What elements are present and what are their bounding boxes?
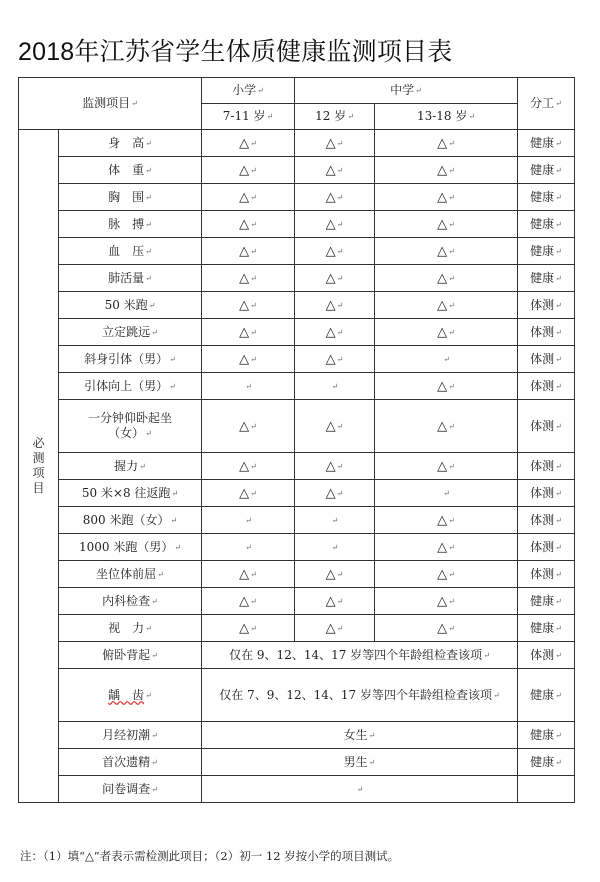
- duty-cell-text: 健康: [530, 162, 555, 177]
- mark-cell-c1: △↵: [202, 265, 295, 292]
- mark-cell-c2: △↵: [295, 319, 375, 346]
- merged-note-text: 仅在 9、12、14、17 岁等四个年龄组检查该项: [229, 647, 483, 662]
- duty-cell: 体测↵: [518, 507, 575, 534]
- mark-cell-c3-text: △: [437, 458, 448, 474]
- duty-cell: 健康↵: [518, 722, 575, 749]
- mark-cell-c2: △↵: [295, 400, 375, 453]
- item-name: 内科检查: [102, 593, 151, 608]
- mark-cell-c3: △↵: [375, 453, 518, 480]
- item-name: 握力: [114, 458, 139, 473]
- mark-cell-c1: ↵: [202, 507, 295, 534]
- table-row-spermarche: [19, 749, 575, 776]
- duty-cell-text: 体测: [530, 458, 555, 473]
- mark-cell-c3-text: △: [437, 243, 448, 259]
- header-item-label: 监测项目: [82, 96, 131, 110]
- mark-cell-c1: △↵: [202, 292, 295, 319]
- table-row-survey: [19, 776, 575, 803]
- mark-cell-c3: △↵: [375, 561, 518, 588]
- duty-cell-text: 体测: [530, 351, 555, 366]
- item-name: 1000 米跑（男）: [78, 539, 174, 554]
- table-row: [19, 373, 575, 400]
- duty-cell: 体测↵: [518, 534, 575, 561]
- mark-cell-c2-text: △: [325, 216, 336, 232]
- mark-cell-c3: △↵: [375, 130, 518, 157]
- item-name-cell: 立定跳远↵: [59, 319, 202, 346]
- merged-note-text: 女生: [343, 727, 368, 742]
- duty-cell: 健康↵: [518, 615, 575, 642]
- mark-cell-c2-text: △: [325, 418, 336, 434]
- mark-cell-c3: ↵: [375, 346, 518, 373]
- duty-text: 健康: [530, 754, 555, 769]
- header-age-12-cell: 12 岁↵: [295, 104, 375, 130]
- mark-cell-c2: ↵: [295, 373, 375, 400]
- mark-cell-c2: △↵: [295, 588, 375, 615]
- mark-cell-c2-text: △: [325, 351, 336, 367]
- duty-cell: 健康↵: [518, 749, 575, 776]
- item-name: 视 力: [108, 620, 145, 635]
- header-primary-cell: 小学↵: [202, 78, 295, 104]
- page-title: 2018年江苏省学生体质健康监测项目表: [18, 38, 453, 66]
- duty-cell-text: 体测: [530, 512, 555, 527]
- mark-cell-c3-text: △: [437, 189, 448, 205]
- duty-cell: 健康↵: [518, 184, 575, 211]
- table-row: [19, 238, 575, 265]
- duty-cell: 体测↵: [518, 642, 575, 669]
- item-name-cell: 月经初潮↵: [59, 722, 202, 749]
- table-row: [19, 400, 575, 453]
- item-name: 首次遗精: [102, 754, 151, 769]
- header-row-1: [19, 78, 575, 104]
- mark-cell-c3: △↵: [375, 157, 518, 184]
- mark-cell-c3-text: △: [437, 162, 448, 178]
- mark-cell-c2: △↵: [295, 211, 375, 238]
- mark-cell-c3-text: △: [437, 620, 448, 636]
- item-name: 800 米跑（女）: [82, 512, 170, 527]
- table-row: [19, 480, 575, 507]
- mark-cell-c3: △↵: [375, 292, 518, 319]
- duty-cell: 体测↵: [518, 346, 575, 373]
- mark-cell-c2-text: △: [325, 243, 336, 259]
- item-name-cell: 血 压↵: [59, 238, 202, 265]
- footnote: 注：（1）填“△”者表示需检测此项目；（2）初一 12 岁按小学的项目测试。: [20, 849, 400, 863]
- duty-cell: [518, 776, 575, 803]
- item-name: 斜身引体（男）: [84, 351, 169, 366]
- item-name-cell: 坐位体前屈↵: [59, 561, 202, 588]
- mark-cell-c2-text: △: [325, 162, 336, 178]
- mark-cell-c1: △↵: [202, 561, 295, 588]
- table-row: [19, 319, 575, 346]
- item-name: 龋 齿: [108, 687, 145, 702]
- item-name-cell: 龋 齿↵: [59, 669, 202, 722]
- mark-cell-c1-text: △: [239, 566, 250, 582]
- mark-cell-c3-text: △: [437, 135, 448, 151]
- mark-cell-c3-text: △: [437, 566, 448, 582]
- mark-cell-c3: △↵: [375, 265, 518, 292]
- duty-cell: 体测↵: [518, 561, 575, 588]
- item-name: 体 重: [108, 162, 145, 177]
- table-row: [19, 130, 575, 157]
- mark-cell-c1-text: △: [239, 216, 250, 232]
- mark-cell-c3: ↵: [375, 480, 518, 507]
- duty-text: 健康: [530, 687, 555, 702]
- merged-note-cell: ↵: [202, 776, 518, 803]
- duty-cell: 体测↵: [518, 480, 575, 507]
- mark-cell-c2: ↵: [295, 507, 375, 534]
- mark-cell-c2: ↵: [295, 534, 375, 561]
- mark-cell-c1: △↵: [202, 211, 295, 238]
- table-row: [19, 157, 575, 184]
- duty-text: 体测: [530, 647, 555, 662]
- table-row: [19, 507, 575, 534]
- mark-cell-c3: △↵: [375, 211, 518, 238]
- mark-cell-c3: △↵: [375, 400, 518, 453]
- header-item-cell: 监测项目↵: [19, 78, 202, 130]
- duty-cell-text: 体测: [530, 324, 555, 339]
- table-row: [19, 292, 575, 319]
- table-row: [19, 211, 575, 238]
- duty-cell: 健康↵: [518, 211, 575, 238]
- duty-cell: 体测↵: [518, 373, 575, 400]
- item-name-cell: 视 力↵: [59, 615, 202, 642]
- mark-cell-c1-text: △: [239, 297, 250, 313]
- item-name: 立定跳远: [102, 324, 151, 339]
- duty-cell: 健康↵: [518, 157, 575, 184]
- item-name-cell: 体 重↵: [59, 157, 202, 184]
- mark-cell-c2-text: △: [325, 135, 336, 151]
- duty-cell: 体测↵: [518, 319, 575, 346]
- mark-cell-c2-text: △: [325, 297, 336, 313]
- mark-cell-c1: △↵: [202, 157, 295, 184]
- table-row-situp: [19, 642, 575, 669]
- item-name-cell: 1000 米跑（男）↵: [59, 534, 202, 561]
- duty-cell-text: 体测: [530, 539, 555, 554]
- header-age-7-11-cell: 7-11 岁↵: [202, 104, 295, 130]
- mark-cell-c2: △↵: [295, 561, 375, 588]
- mark-cell-c1-text: △: [239, 485, 250, 501]
- item-name: 身 高: [108, 135, 145, 150]
- duty-cell: 体测↵: [518, 292, 575, 319]
- mark-cell-c1: △↵: [202, 400, 295, 453]
- duty-cell: 健康↵: [518, 238, 575, 265]
- mark-cell-c2: △↵: [295, 453, 375, 480]
- mark-cell-c2: △↵: [295, 292, 375, 319]
- mark-cell-c1-text: △: [239, 189, 250, 205]
- item-name: 引体向上（男）: [84, 378, 169, 393]
- table-row: [19, 588, 575, 615]
- mark-cell-c3-text: △: [437, 216, 448, 232]
- mark-cell-c2-text: △: [325, 620, 336, 636]
- mark-cell-c2-text: △: [325, 270, 336, 286]
- item-name: 俯卧背起: [102, 647, 151, 662]
- group-label-char: 项: [32, 466, 45, 480]
- monitoring-items-table: [18, 77, 575, 803]
- mark-cell-c1: △↵: [202, 130, 295, 157]
- mark-cell-c2: △↵: [295, 130, 375, 157]
- header-primary-label: 小学: [232, 83, 257, 97]
- table-row: [19, 534, 575, 561]
- header-duty-cell: 分工↵: [518, 78, 575, 130]
- duty-cell-text: 体测: [530, 378, 555, 393]
- mark-cell-c3-text: △: [437, 270, 448, 286]
- mark-cell-c3: △↵: [375, 507, 518, 534]
- item-name-cell: 肺活量↵: [59, 265, 202, 292]
- item-name-cell: 胸 围↵: [59, 184, 202, 211]
- mark-cell-c2-text: △: [325, 593, 336, 609]
- merged-note-cell: 男生↵: [202, 749, 518, 776]
- mark-cell-c1: △↵: [202, 615, 295, 642]
- duty-cell-text: 健康: [530, 216, 555, 231]
- mark-cell-c2-text: △: [325, 189, 336, 205]
- mark-cell-c1-text: △: [239, 418, 250, 434]
- mark-cell-c1-text: △: [239, 135, 250, 151]
- header-age-7-11: 7-11 岁: [222, 109, 266, 123]
- mark-cell-c3-text: △: [437, 297, 448, 313]
- table-row: [19, 615, 575, 642]
- mark-cell-c1-text: △: [239, 162, 250, 178]
- mark-cell-c1: ↵: [202, 534, 295, 561]
- item-name-cell: 问卷调查↵: [59, 776, 202, 803]
- group-label-char: 测: [32, 451, 45, 465]
- mark-cell-c2: △↵: [295, 346, 375, 373]
- merged-note-text: 仅在 7、9、12、14、17 岁等四个年龄组检查该项: [219, 687, 492, 702]
- mark-cell-c2-text: △: [325, 566, 336, 582]
- mark-cell-c3: △↵: [375, 238, 518, 265]
- table-row: [19, 346, 575, 373]
- header-age-13-18: 13-18 岁: [416, 109, 468, 123]
- mark-cell-c2: △↵: [295, 265, 375, 292]
- duty-cell-text: 健康: [530, 620, 555, 635]
- mark-cell-c1-text: △: [239, 458, 250, 474]
- item-name-cell: 首次遗精↵: [59, 749, 202, 776]
- item-name: 肺活量: [108, 270, 145, 285]
- header-middle-label: 中学: [390, 83, 415, 97]
- mark-cell-c3: △↵: [375, 615, 518, 642]
- duty-cell: 健康↵: [518, 588, 575, 615]
- duty-cell-text: 体测: [530, 418, 555, 433]
- mark-cell-c3-text: △: [437, 418, 448, 434]
- mark-cell-c3: △↵: [375, 319, 518, 346]
- group-label-cell: [19, 130, 59, 803]
- mark-cell-c3-text: △: [437, 378, 448, 394]
- mark-cell-c1: △↵: [202, 453, 295, 480]
- group-label-char: 必: [32, 436, 45, 450]
- mark-cell-c1-text: △: [239, 270, 250, 286]
- mark-cell-c2: △↵: [295, 184, 375, 211]
- duty-cell-text: 健康: [530, 243, 555, 258]
- mark-cell-c3: △↵: [375, 588, 518, 615]
- duty-cell-text: 体测: [530, 297, 555, 312]
- item-name: 坐位体前屈: [96, 566, 157, 581]
- duty-cell-text: 健康: [530, 189, 555, 204]
- merged-note-text: 男生: [343, 754, 368, 769]
- header-duty-label: 分工: [530, 96, 555, 110]
- mark-cell-c1: △↵: [202, 184, 295, 211]
- item-name: 50 米×8 往返跑: [81, 485, 171, 500]
- mark-cell-c1-text: △: [239, 351, 250, 367]
- item-name-cell: 50 米跑↵: [59, 292, 202, 319]
- table-row: [19, 184, 575, 211]
- item-name: 脉 搏: [108, 216, 145, 231]
- item-name-cell: 一分钟仰卧起坐 （女）↵: [59, 400, 202, 453]
- duty-cell-text: 健康: [530, 135, 555, 150]
- mark-cell-c1: △↵: [202, 346, 295, 373]
- table-row-menarche: [19, 722, 575, 749]
- merged-note-cell: 仅在 7、9、12、14、17 岁等四个年龄组检查该项↵: [202, 669, 518, 722]
- mark-cell-c3: △↵: [375, 184, 518, 211]
- item-name: 问卷调查: [102, 781, 151, 796]
- mark-cell-c2-text: △: [325, 324, 336, 340]
- item-name: 月经初潮: [102, 727, 151, 742]
- table-row-teeth: [19, 669, 575, 722]
- mark-cell-c1: ↵: [202, 373, 295, 400]
- item-name-cell: 脉 搏↵: [59, 211, 202, 238]
- item-name-cell: 50 米×8 往返跑↵: [59, 480, 202, 507]
- item-name-cell: 800 米跑（女）↵: [59, 507, 202, 534]
- duty-text: 健康: [530, 727, 555, 742]
- mark-cell-c3-text: △: [437, 539, 448, 555]
- item-name-cell: 俯卧背起↵: [59, 642, 202, 669]
- header-age-13-18-cell: 13-18 岁↵: [375, 104, 518, 130]
- item-name: 一分钟仰卧起坐: [87, 411, 172, 425]
- mark-cell-c2: △↵: [295, 157, 375, 184]
- mark-cell-c2-text: △: [325, 485, 336, 501]
- item-name: 50 米跑: [104, 297, 148, 312]
- mark-cell-c3: △↵: [375, 534, 518, 561]
- duty-cell-text: 健康: [530, 593, 555, 608]
- item-name-line2: （女）: [108, 426, 145, 440]
- duty-cell-text: 体测: [530, 566, 555, 581]
- duty-cell-text: 健康: [530, 270, 555, 285]
- duty-cell: 体测↵: [518, 453, 575, 480]
- mark-cell-c1-text: △: [239, 620, 250, 636]
- table-row: [19, 561, 575, 588]
- mark-cell-c3-text: △: [437, 324, 448, 340]
- duty-cell: 健康↵: [518, 265, 575, 292]
- item-name: 血 压: [108, 243, 145, 258]
- item-name-cell: 内科检查↵: [59, 588, 202, 615]
- mark-cell-c2: △↵: [295, 615, 375, 642]
- mark-cell-c3: △↵: [375, 373, 518, 400]
- mark-cell-c1: △↵: [202, 480, 295, 507]
- header-middle-cell: 中学↵: [295, 78, 518, 104]
- group-label-char: 目: [32, 481, 45, 495]
- merged-note-cell: 仅在 9、12、14、17 岁等四个年龄组检查该项↵: [202, 642, 518, 669]
- mark-cell-c1: △↵: [202, 238, 295, 265]
- merged-note-cell: 女生↵: [202, 722, 518, 749]
- mark-cell-c2: △↵: [295, 480, 375, 507]
- table-row: [19, 265, 575, 292]
- mark-cell-c1-text: △: [239, 324, 250, 340]
- mark-cell-c1-text: △: [239, 593, 250, 609]
- item-name-cell: 身 高↵: [59, 130, 202, 157]
- item-name-cell: 斜身引体（男）↵: [59, 346, 202, 373]
- duty-cell: 健康↵: [518, 669, 575, 722]
- item-name-cell: 引体向上（男）↵: [59, 373, 202, 400]
- table-row: [19, 453, 575, 480]
- duty-cell: 体测↵: [518, 400, 575, 453]
- duty-cell-text: 体测: [530, 485, 555, 500]
- item-name: 胸 围: [108, 189, 145, 204]
- mark-cell-c2: △↵: [295, 238, 375, 265]
- duty-cell: 健康↵: [518, 130, 575, 157]
- header-age-12: 12 岁: [315, 109, 347, 123]
- mark-cell-c1-text: △: [239, 243, 250, 259]
- mark-cell-c3-text: △: [437, 512, 448, 528]
- mark-cell-c3-text: △: [437, 593, 448, 609]
- item-name-cell: 握力↵: [59, 453, 202, 480]
- mark-cell-c1: △↵: [202, 588, 295, 615]
- mark-cell-c1: △↵: [202, 319, 295, 346]
- mark-cell-c2-text: △: [325, 458, 336, 474]
